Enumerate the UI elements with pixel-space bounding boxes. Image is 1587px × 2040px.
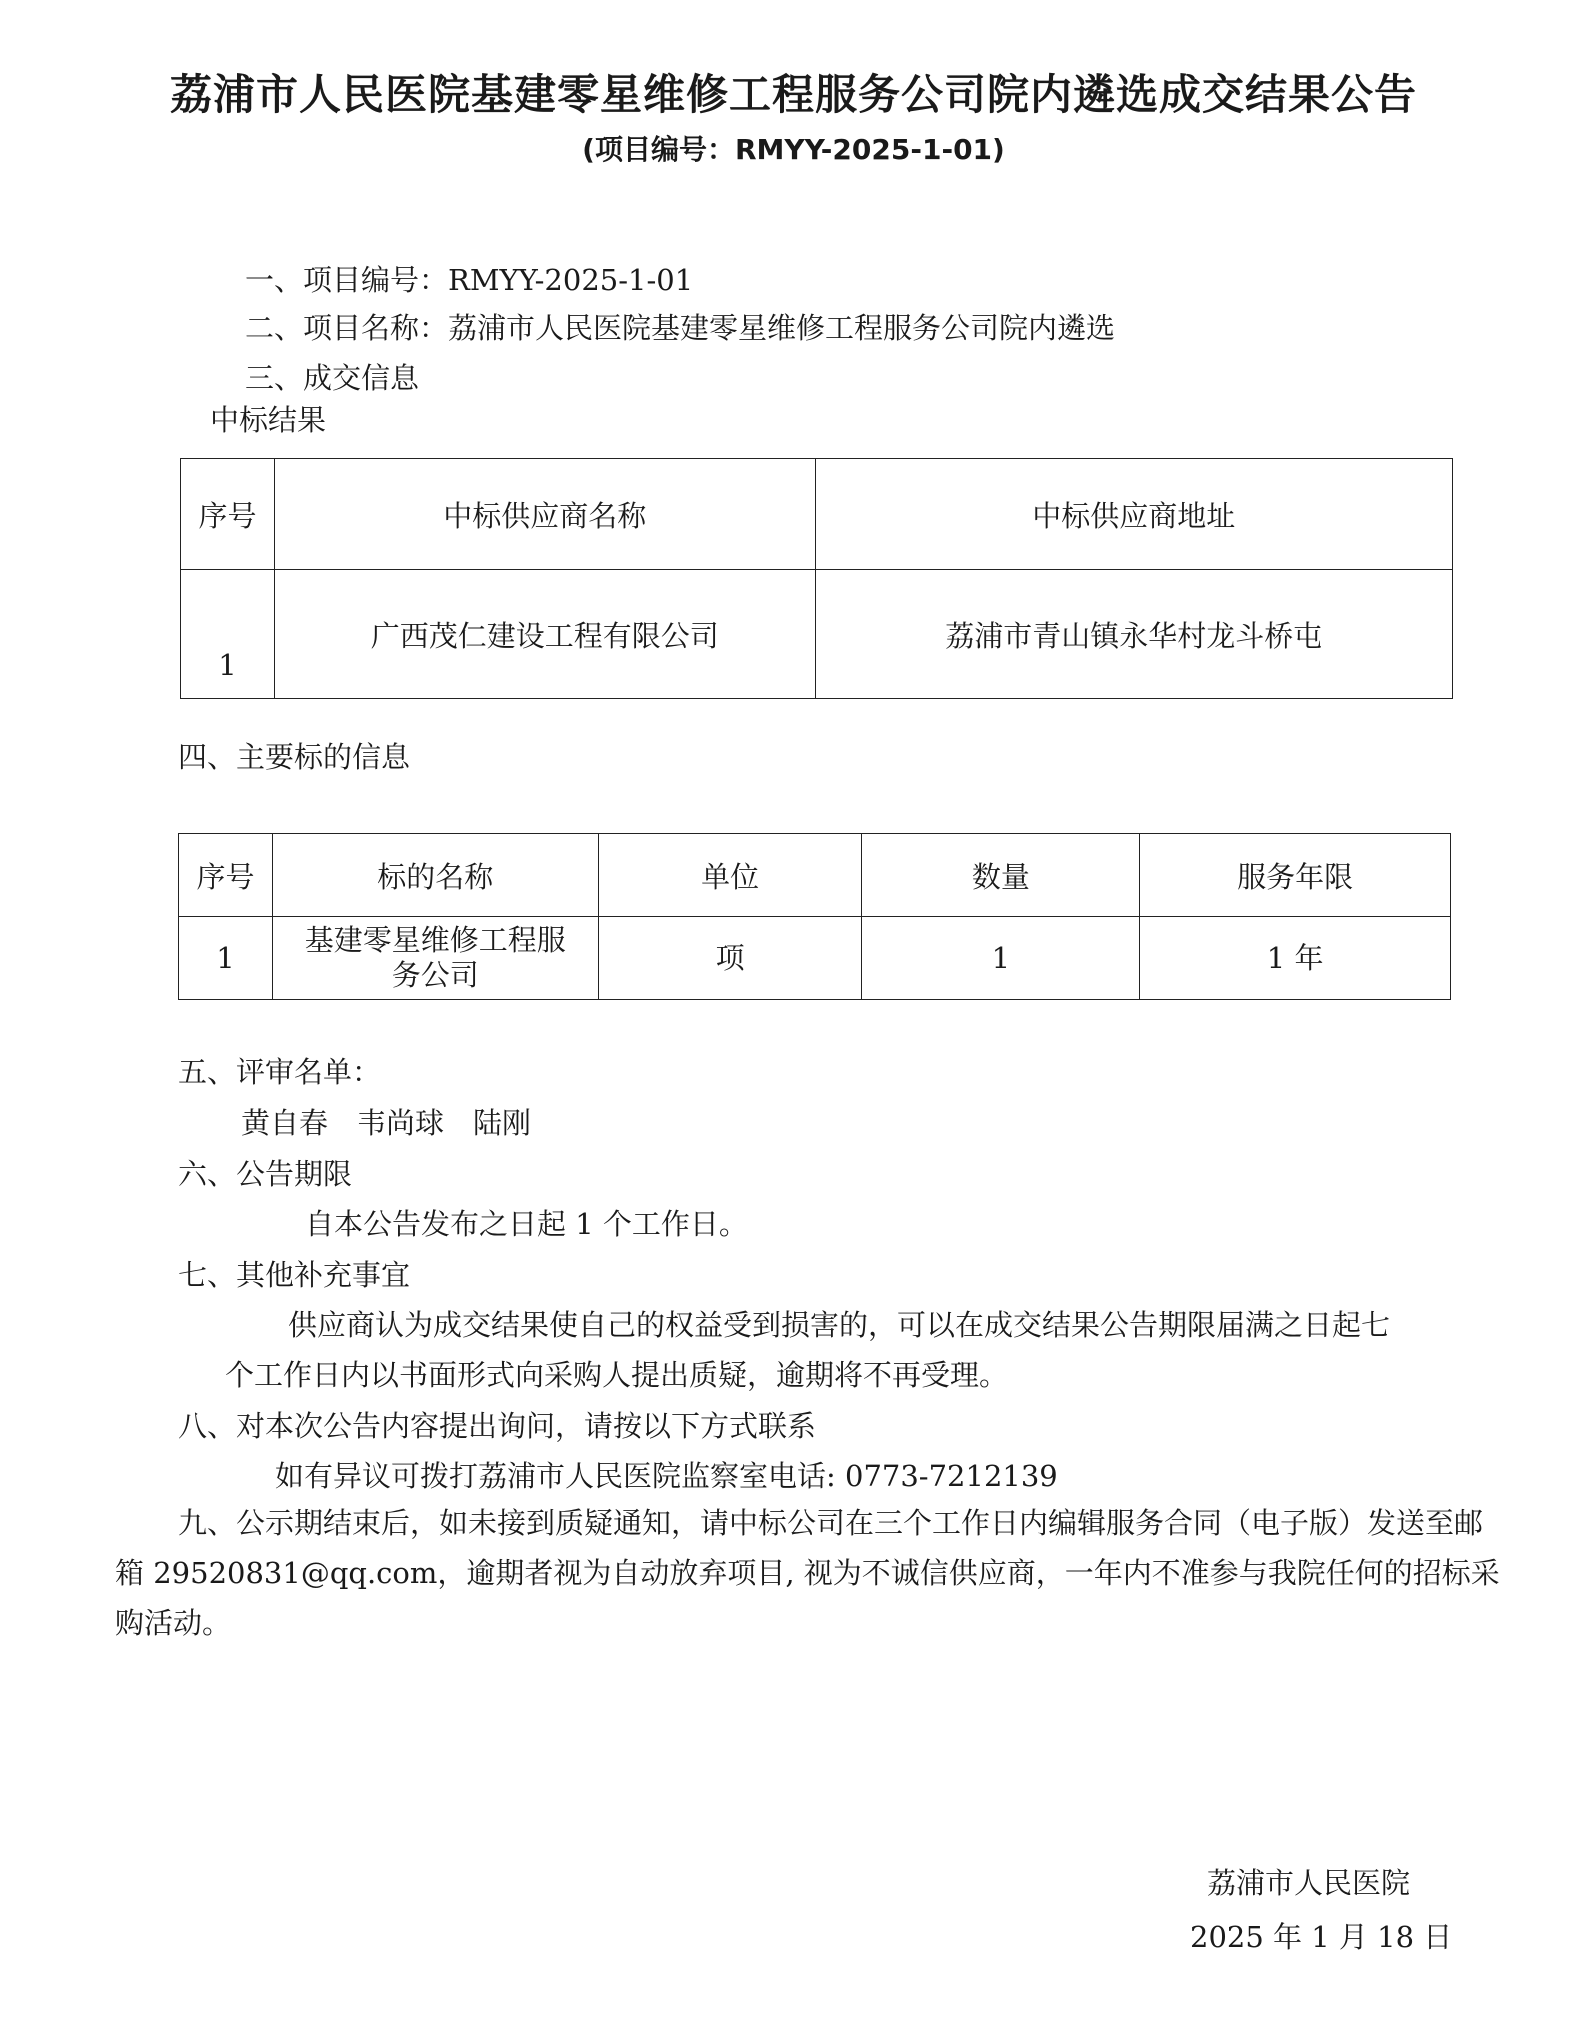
winning-result-label: 中标结果 bbox=[210, 403, 327, 437]
header-unit: 单位 bbox=[598, 834, 862, 917]
table-header-row bbox=[179, 834, 1451, 917]
cell-index: 1 bbox=[179, 917, 273, 1000]
cell-supplier-address: 荔浦市青山镇永华村龙斗桥屯 bbox=[815, 570, 1453, 699]
section-notice-period: 六、公告期限 bbox=[178, 1157, 353, 1191]
table-row bbox=[179, 917, 1451, 1000]
section-reviewers: 五、评审名单： bbox=[178, 1055, 382, 1089]
project-number-subtitle: (项目编号：RMYY-2025-1-01) bbox=[582, 133, 1005, 166]
section-main-items: 四、主要标的信息 bbox=[178, 740, 411, 774]
cell-quantity: 1 bbox=[862, 917, 1140, 1000]
document-title: 荔浦市人民医院基建零星维修工程服务公司院内遴选成交结果公告 bbox=[169, 70, 1417, 119]
header-supplier-name: 中标供应商名称 bbox=[274, 459, 815, 570]
header-quantity: 数量 bbox=[862, 834, 1140, 917]
section-project-number: 一、项目编号：RMYY-2025-1-01 bbox=[245, 263, 694, 297]
table-row bbox=[181, 570, 1453, 699]
table-header-row bbox=[181, 459, 1453, 570]
cell-index: 1 bbox=[181, 570, 275, 699]
inquiry-contact-text: 如有异议可拨打荔浦市人民医院监察室电话: 0773-7212139 bbox=[275, 1459, 1058, 1493]
header-index: 序号 bbox=[179, 834, 273, 917]
section-inquiry: 八、对本次公告内容提出询问，请按以下方式联系 bbox=[178, 1409, 817, 1443]
header-index: 序号 bbox=[181, 459, 275, 570]
winner-table bbox=[180, 458, 1453, 699]
notice-period-text: 自本公告发布之日起 1 个工作日。 bbox=[305, 1207, 748, 1241]
section-other-matters: 七、其他补充事宜 bbox=[178, 1258, 411, 1292]
cell-service-years: 1 年 bbox=[1140, 917, 1451, 1000]
signature-date: 2025 年 1 月 18 日 bbox=[1190, 1920, 1453, 1954]
cell-item-name: 基建零星维修工程服务公司 bbox=[272, 917, 598, 1000]
cell-unit: 项 bbox=[598, 917, 862, 1000]
section-project-name: 二、项目名称：荔浦市人民医院基建零星维修工程服务公司院内遴选 bbox=[245, 311, 1116, 345]
header-service-years: 服务年限 bbox=[1140, 834, 1451, 917]
header-item-name: 标的名称 bbox=[272, 834, 598, 917]
signature-org: 荔浦市人民医院 bbox=[1207, 1866, 1411, 1900]
reviewer-names: 黄自春 韦尚球 陆刚 bbox=[241, 1106, 532, 1140]
other-matters-text-1: 供应商认为成交结果使自己的权益受到损害的，可以在成交结果公告期限届满之日起七 bbox=[288, 1308, 1391, 1342]
cell-supplier-name: 广西茂仁建设工程有限公司 bbox=[274, 570, 815, 699]
item-table bbox=[178, 833, 1451, 1000]
other-matters-text-2: 个工作日内以书面形式向采购人提出质疑，逾期将不再受理。 bbox=[225, 1358, 1009, 1392]
header-supplier-address: 中标供应商地址 bbox=[815, 459, 1453, 570]
section-contract-notice: 九、公示期结束后，如未接到质疑通知，请中标公司在三个工作日内编辑服务合同（电子版）发送至邮箱 29520831@qq.com，逾期者视为自动放弃项目, 视为不诚信供应商，一年内不准参与我院任何的招标采购活动。 bbox=[115, 1506, 1500, 1640]
section-deal-info: 三、成交信息 bbox=[245, 361, 420, 395]
